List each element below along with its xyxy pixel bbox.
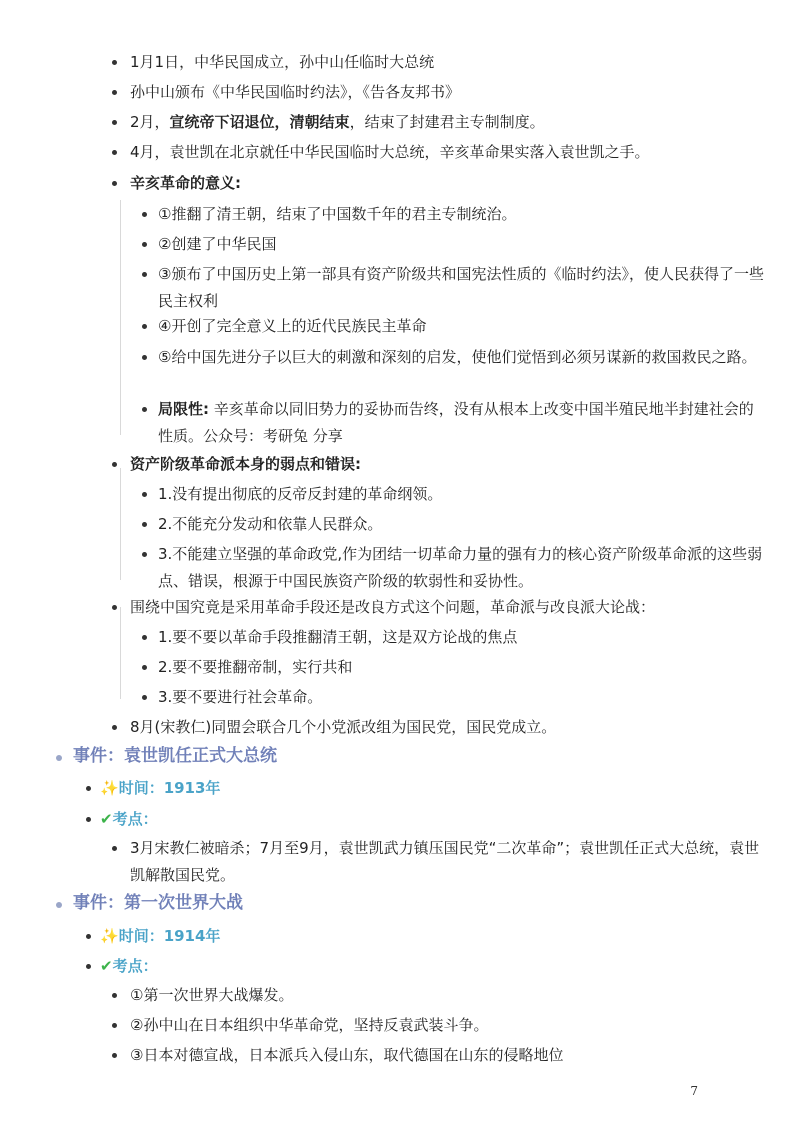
list-bullet <box>112 462 117 467</box>
list-item: ①推翻了清王朝，结束了中国数千年的君主专制统治。 <box>158 205 517 223</box>
list-item: 1月1日，中华民国成立，孙中山任临时大总统 <box>130 53 435 71</box>
list-item: ③颁布了中国历史上第一部具有资产阶级共和国宪法性质的《临时约法》，使人民获得了一些民主权利 <box>158 265 764 310</box>
event-time <box>100 923 220 950</box>
list-item: 3月宋教仁被暗杀；7月至9月，袁世凯武力镇压国民党“二次革命”；袁世凯任正式大总统，袁世凯解散国民党。 <box>130 839 760 884</box>
list-item: 围绕中国究竟是采用革命手段还是改良方式这个问题，革命派与改良派大论战： <box>130 598 656 616</box>
list-bullet <box>112 60 117 65</box>
indent-guide <box>120 607 121 699</box>
sparkle-icon: ✨ <box>100 927 119 945</box>
list-bullet <box>142 522 147 527</box>
list-bullet <box>86 934 91 939</box>
list-bullet <box>112 846 117 851</box>
keypoint-label: 考点： <box>112 810 158 828</box>
list-bullet <box>112 993 117 998</box>
list-item: 3.要不要进行社会革命。 <box>158 688 323 706</box>
list-bullet <box>86 817 91 822</box>
time-text: 时间：1913年 <box>118 779 221 797</box>
list-item: 2.要不要推翻帝制，实行共和 <box>158 658 353 676</box>
limitation-text: 辛亥革命以同旧势力的妥协而告终，没有从根本上改变中国半殖民地半封建社会的性质。公众号：考研兔 分享 <box>158 400 754 445</box>
section-heading: 辛亥革命的意义: <box>130 174 241 192</box>
page-number: 7 <box>690 1084 698 1098</box>
list-item-text: 2月， <box>130 113 170 131</box>
list-bullet <box>112 1023 117 1028</box>
list-bullet <box>142 695 147 700</box>
list-item: 1.没有提出彻底的反帝反封建的革命纲领。 <box>158 485 443 503</box>
list-item-text: ，结束了封建君主专制制度。 <box>349 113 545 131</box>
event-time <box>100 775 220 802</box>
list-bullet <box>142 212 147 217</box>
list-bullet <box>86 786 91 791</box>
section-heading: 资产阶级革命派本身的弱点和错误: <box>130 455 362 473</box>
list-bullet <box>112 1053 117 1058</box>
list-bullet <box>142 492 147 497</box>
event-keypoint <box>100 806 158 833</box>
sparkle-icon: ✨ <box>100 779 119 797</box>
list-bullet <box>142 665 147 670</box>
event-bullet <box>56 755 62 761</box>
list-bullet <box>142 635 147 640</box>
event-title: 事件：第一次世界大战 <box>73 893 243 913</box>
list-item: 2.不能充分发动和依靠人民群众。 <box>158 515 383 533</box>
list-bullet <box>112 181 117 186</box>
indent-guide <box>120 468 121 580</box>
list-item: ③日本对德宣战，日本派兵入侵山东，取代德国在山东的侵略地位 <box>130 1046 564 1064</box>
list-item: 4月，袁世凯在北京就任中华民国临时大总统，辛亥革命果实落入袁世凯之手。 <box>130 143 650 161</box>
event-title: 事件：袁世凯任正式大总统 <box>73 746 277 766</box>
list-bullet <box>112 150 117 155</box>
list-bullet <box>112 90 117 95</box>
event-keypoint <box>100 953 158 980</box>
list-item-emphasis: 宣统帝下诏退位，清朝结束 <box>169 113 350 131</box>
checkmark-icon: ✔ <box>100 810 113 828</box>
event-bullet <box>56 902 62 908</box>
list-item: 8月(宋教仁)同盟会联合几个小党派改组为国民党，国民党成立。 <box>130 718 557 736</box>
list-item: ①第一次世界大战爆发。 <box>130 986 294 1004</box>
list-bullet <box>142 324 147 329</box>
list-item: ④开创了完全意义上的近代民族民主革命 <box>158 317 427 335</box>
list-item: ⑤给中国先进分子以巨大的刺激和深刻的启发，使他们觉悟到必须另谋新的救国救民之路。 <box>158 348 757 366</box>
time-text: 时间：1914年 <box>118 927 221 945</box>
limitation-label: 局限性: <box>158 400 209 418</box>
list-bullet <box>112 120 117 125</box>
list-item: 3.不能建立坚强的革命政党,作为团结一切革命力量的强有力的核心资产阶级革命派的这些弱点、错误，根源于中国民族资产阶级的软弱性和妥协性。 <box>158 545 763 590</box>
list-bullet <box>142 272 147 277</box>
checkmark-icon: ✔ <box>100 957 113 975</box>
list-bullet <box>112 605 117 610</box>
keypoint-label: 考点： <box>112 957 158 975</box>
list-bullet <box>142 355 147 360</box>
list-bullet <box>142 552 147 557</box>
list-item <box>130 109 545 136</box>
list-item <box>158 396 768 450</box>
list-bullet <box>86 964 91 969</box>
list-item: ②孙中山在日本组织中华革命党，坚持反袁武装斗争。 <box>130 1016 489 1034</box>
list-bullet <box>112 725 117 730</box>
list-item: ②创建了中华民国 <box>158 235 277 253</box>
indent-guide <box>120 200 121 435</box>
list-bullet <box>142 242 147 247</box>
list-item: 1.要不要以革命手段推翻清王朝，这是双方论战的焦点 <box>158 628 518 646</box>
list-item: 孙中山颁布《中华民国临时约法》，《告各友邦书》 <box>130 83 461 101</box>
list-bullet <box>142 407 147 412</box>
